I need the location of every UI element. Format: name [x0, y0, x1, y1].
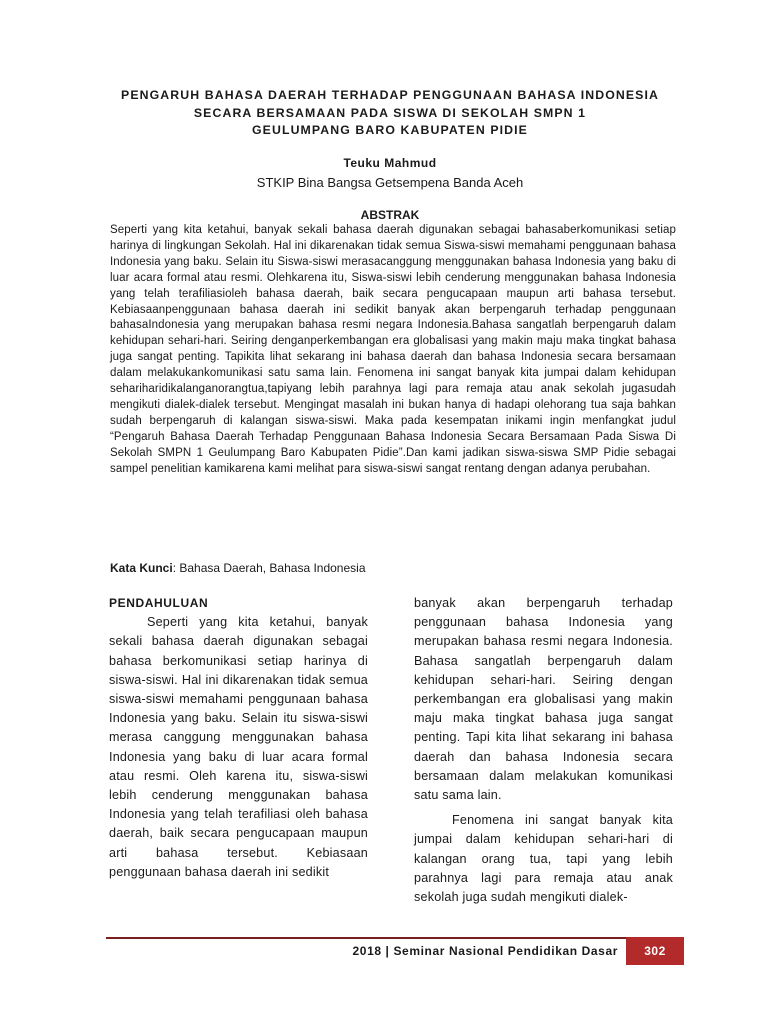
left-column	[109, 594, 368, 882]
keywords-text: : Bahasa Daerah, Bahasa Indonesia	[172, 561, 366, 575]
title-line-2: SECARA BERSAMAAN PADA SISWA DI SEKOLAH SMPN 1	[193, 105, 587, 120]
title-line-1: PENGARUH BAHASA DAERAH TERHADAP PENGGUNAAN BAHASA INDONESIA	[121, 88, 659, 102]
abstract-body: Seperti yang kita ketahui, banyak sekali bahasa daerah digunakan sebagai bahasaberkomunikasi setiap harinya di lingkungan Sekolah. Hal ini dikarenakan tidak semua Siswa-siswi memahami penggunaan bahasa Indonesia yang baku. Selain itu Siswa-siswi merasacanggung menggunakan bahasa Indonesia yang baku di luar acara formal atau resmi. Olehkarena itu, Siswa-siswi lebih cenderung menggunakan bahasa Indonesia yang telah terafiliasioleh bahasa daerah, baik secara pengucapaan maupun arti bahasa tersebut. Kebiasaanpenggunaan bahasa daerah ini sedikit banyak akan berpengaruh terhadap penggunaan bahasaIndonesia yang merupakan bahasa resmi negara Indonesia.Bahasa sangatlah berpengaruh dalam kehidupan sehari-hari. Seiring denganperkembangan era globalisasi yang makin maju maka tingkat bahasa juga sangat penting. Tapikita lihat sekarang ini bahasa daerah dan bahasa Indonesia secara bersamaan dalam melakukankomunikasi satu sama lain. Fenomena ini sangat banyak kita jumpai dalam kehidupan sehariharidikalanganorangtua,tapiyang lebih parahnya lagi para remaja atau anak sekolah jugasudah mengikuti dialek-dialek tersebut. Mengingat masalah ini bukan hanya di hadapi olehorang tua saja bahkan sudah berpengaruh di kalangan siswa-siswi. Maka pada kesempatan inikami ingin menfangkat judul “Pengaruh Bahasa Daerah Terhadap Penggunaan Bahasa Indonesia Secara Bersamaan Pada Siswa Di Sekolah SMPN 1 Geulumpang Baro Kabupaten Pidie”.Dan kami jadikan siswa-siswa SMP Pidie sebagai sampel penelitian kamikarena kami melihat para siswa-siswi sangat rentang dengan adanya perubahan.	[110, 224, 676, 475]
body-paragraph: Seperti yang kita ketahui, banyak sekali bahasa daerah digunakan sebagai bahasa berkomunikasi setiap harinya di siswa-siswi. Hal ini dikarenakan tidak semua siswa-siswi memahami penggunaan bahasa Indonesia yang baku. Selain itu siswa-siswi merasa canggung menggunakan bahasa Indonesia yang baku di luar acara formal atau resmi. Oleh karena itu, siswa-siswi lebih cenderung menggunakan bahasa Indonesia yang telah terafiliasi oleh bahasa daerah, baik secara pengucapaan maupun arti bahasa tersebut. Kebiasaan penggunaan bahasa daerah ini sedikit	[109, 615, 368, 879]
abstract-heading: ABSTRAK	[360, 208, 420, 222]
page-number-badge: 302	[626, 937, 684, 965]
paper-title	[100, 87, 680, 140]
footer-rule	[106, 937, 626, 939]
title-line-3: GEULUMPANG BARO KABUPATEN PIDIE	[252, 123, 528, 137]
keywords	[110, 561, 676, 575]
right-column	[414, 594, 673, 907]
section-heading: PENDAHULUAN	[109, 596, 209, 610]
footer-text: 2018 | Seminar Nasional Pendidikan Dasar	[352, 944, 618, 958]
body-paragraph: banyak akan berpengaruh terhadap penggunaan bahasa Indonesia yang merupakan bahasa resmi negara Indonesia. Bahasa sangatlah berpengaruh dalam kehidupan sehari-hari. Seiring dengan perkembangan era globalisasi yang makin maju maka tingkat bahasa juga sangat penting. Tapi kita lihat sekarang ini bahasa daerah dan bahasa Indonesia secara bersamaan dalam melakukan komunikasi satu sama lain.	[414, 596, 673, 803]
keywords-label: Kata Kunci	[110, 561, 173, 575]
body-paragraph: Fenomena ini sangat banyak kita jumpai dalam kehidupan sehari-hari di kalangan orang tua, tapi yang lebih parahnya lagi para remaja atau anak sekolah juga sudah mengikuti dialek-	[414, 813, 673, 905]
author-name: Teuku Mahmud	[343, 156, 437, 170]
author-affiliation: STKIP Bina Bangsa Getsempena Banda Aceh	[256, 175, 524, 190]
